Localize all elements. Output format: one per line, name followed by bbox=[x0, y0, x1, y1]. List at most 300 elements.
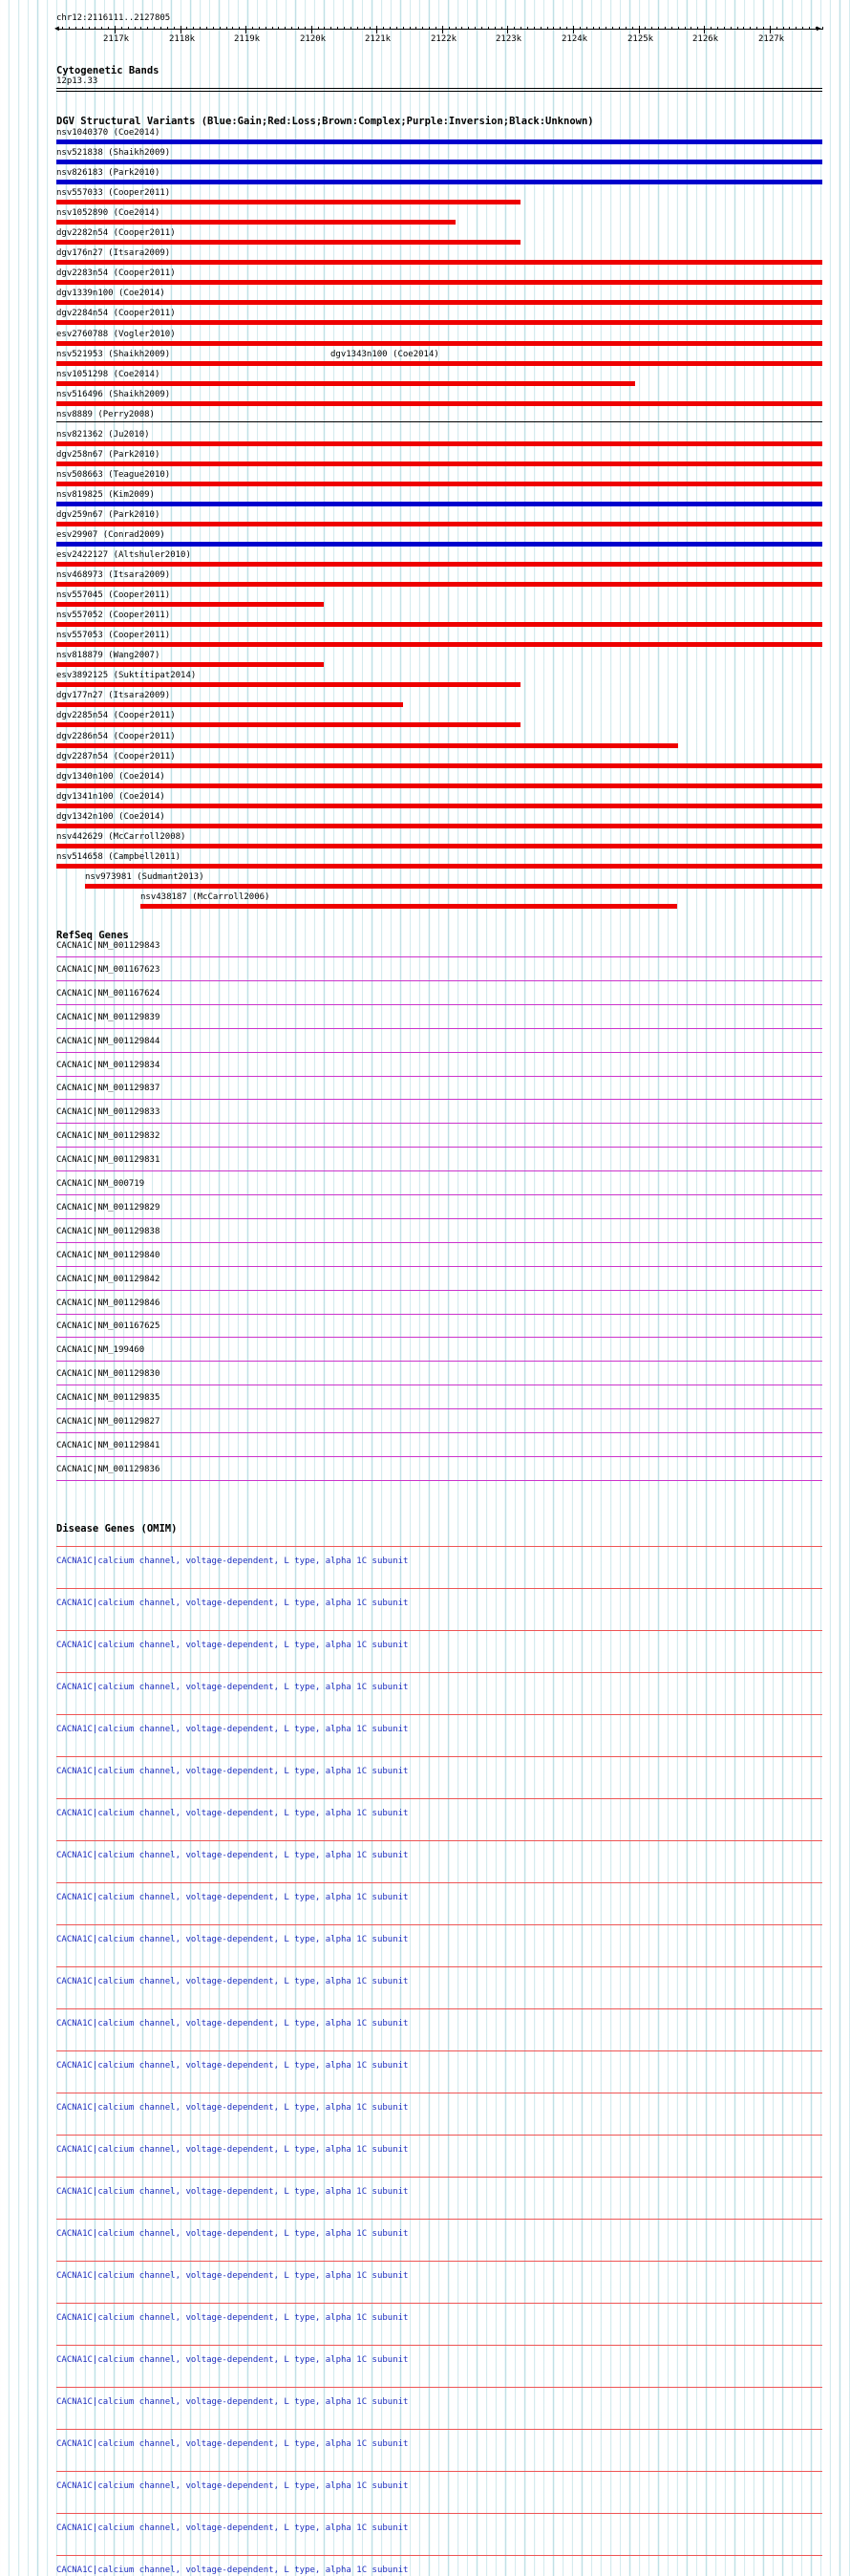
dgv-variant-label[interactable]: nsv826183 (Park2010) bbox=[56, 168, 160, 178]
dgv-variant-bar[interactable] bbox=[56, 804, 822, 808]
region-label: chr12:2116111..2127805 bbox=[56, 13, 171, 23]
dgv-variant-bar[interactable] bbox=[56, 341, 822, 346]
ruler-minor-tick bbox=[364, 27, 365, 30]
ruler-minor-tick bbox=[200, 27, 201, 30]
refseq-gene-label[interactable]: CACNA1C|NM_001129839 bbox=[56, 1013, 160, 1022]
ruler-minor-tick bbox=[278, 27, 279, 30]
dgv-variant-bar[interactable] bbox=[56, 722, 521, 727]
ruler-minor-tick bbox=[226, 27, 227, 30]
dgv-variant-label[interactable]: nsv557033 (Cooper2011) bbox=[56, 188, 171, 198]
ruler-minor-tick bbox=[415, 27, 416, 30]
ruler-minor-tick bbox=[101, 27, 102, 30]
refseq-gene-label[interactable]: CACNA1C|NM_001167623 bbox=[56, 965, 160, 975]
ruler-major-tick bbox=[704, 26, 705, 33]
ruler-minor-tick bbox=[731, 27, 732, 30]
ruler-minor-tick bbox=[580, 27, 581, 30]
ruler-minor-tick bbox=[626, 27, 627, 30]
ruler-minor-tick bbox=[586, 27, 587, 30]
ruler-left-arrow: ◀ bbox=[54, 24, 59, 32]
refseq-gene-label[interactable]: CACNA1C|NM_001167624 bbox=[56, 989, 160, 998]
ruler-minor-tick bbox=[330, 27, 331, 30]
refseq-gene-label[interactable]: CACNA1C|NM_001129833 bbox=[56, 1107, 160, 1117]
ruler-minor-tick bbox=[239, 27, 240, 30]
refseq-gene-line[interactable] bbox=[56, 1004, 822, 1005]
ruler-minor-tick bbox=[456, 27, 457, 30]
dgv-variant-bar[interactable] bbox=[56, 542, 822, 547]
omim-disease-link[interactable]: CACNA1C|calcium channel, voltage-dependent, L type, alpha 1C subunit bbox=[56, 1767, 409, 1776]
omim-disease-link[interactable]: CACNA1C|calcium channel, voltage-dependent, L type, alpha 1C subunit bbox=[56, 2229, 409, 2239]
refseq-gene-line[interactable] bbox=[56, 1194, 822, 1195]
omim-disease-link[interactable]: CACNA1C|calcium channel, voltage-dependent, L type, alpha 1C subunit bbox=[56, 1935, 409, 1944]
ruler-tick-label: 2118k bbox=[169, 34, 196, 44]
dgv-variant-label[interactable]: esv2422127 (Altshuler2010) bbox=[56, 550, 191, 560]
ruler-minor-tick bbox=[174, 27, 175, 30]
dgv-variant-bar[interactable] bbox=[56, 482, 822, 486]
dgv-variant-label[interactable]: nsv1052890 (Coe2014) bbox=[56, 208, 160, 218]
omim-disease-link[interactable]: CACNA1C|calcium channel, voltage-dependent, L type, alpha 1C subunit bbox=[56, 2019, 409, 2029]
omim-line bbox=[56, 1840, 822, 1841]
dgv-variant-label[interactable]: nsv557045 (Cooper2011) bbox=[56, 590, 171, 600]
dgv-track-title: DGV Structural Variants (Blue:Gain;Red:Loss;Brown:Complex;Purple:Inversion;Black:Unknown) bbox=[56, 116, 594, 127]
omim-line bbox=[56, 2345, 822, 2346]
refseq-gene-label[interactable]: CACNA1C|NM_001129840 bbox=[56, 1251, 160, 1260]
ruler-minor-tick bbox=[783, 27, 784, 30]
ruler-minor-tick bbox=[697, 27, 698, 30]
ruler-minor-tick bbox=[671, 27, 672, 30]
cytoband-label[interactable]: 12p13.33 bbox=[56, 76, 98, 86]
dgv-variant-bar[interactable] bbox=[56, 662, 324, 667]
dgv-variant-label[interactable]: dgv1340n100 (Coe2014) bbox=[56, 772, 165, 782]
ruler-minor-tick bbox=[370, 27, 371, 30]
refseq-gene-line[interactable] bbox=[56, 1480, 822, 1481]
refseq-gene-label[interactable]: CACNA1C|NM_001129835 bbox=[56, 1393, 160, 1403]
refseq-gene-label[interactable]: CACNA1C|NM_001129844 bbox=[56, 1037, 160, 1046]
ruler-tick-label: 2117k bbox=[103, 34, 130, 44]
cytoband-title: Cytogenetic Bands bbox=[56, 65, 159, 76]
dgv-variant-label[interactable]: dgv2282n54 (Cooper2011) bbox=[56, 228, 176, 238]
refseq-gene-line[interactable] bbox=[56, 1432, 822, 1433]
ruler-minor-tick bbox=[128, 27, 129, 30]
dgv-variant-bar[interactable] bbox=[56, 401, 822, 406]
refseq-gene-label[interactable]: CACNA1C|NM_001129837 bbox=[56, 1084, 160, 1093]
ruler-minor-tick bbox=[75, 27, 76, 30]
omim-line bbox=[56, 2261, 822, 2262]
dgv-variant-bar[interactable] bbox=[56, 682, 521, 687]
ruler-minor-tick bbox=[468, 27, 469, 30]
ruler-minor-tick bbox=[796, 27, 797, 30]
ruler-minor-tick bbox=[645, 27, 646, 30]
dgv-variant-label[interactable]: nsv521838 (Shaikh2009) bbox=[56, 148, 171, 158]
dgv-variant-bar[interactable] bbox=[330, 361, 822, 366]
dgv-variant-label[interactable]: dgv2283n54 (Cooper2011) bbox=[56, 268, 176, 278]
ruler-minor-tick bbox=[632, 27, 633, 30]
cytoband-line bbox=[56, 91, 822, 92]
ruler-minor-tick bbox=[488, 27, 489, 30]
dgv-variant-label[interactable]: dgv1341n100 (Coe2014) bbox=[56, 792, 165, 802]
ruler-tick-label: 2127k bbox=[758, 34, 785, 44]
refseq-gene-line[interactable] bbox=[56, 1290, 822, 1291]
ruler-minor-tick bbox=[108, 27, 109, 30]
refseq-gene-label[interactable]: CACNA1C|NM_001129836 bbox=[56, 1465, 160, 1474]
refseq-gene-line[interactable] bbox=[56, 1314, 822, 1315]
dgv-variant-label[interactable]: nsv516496 (Shaikh2009) bbox=[56, 390, 171, 399]
dgv-variant-label[interactable]: dgv176n27 (Itsara2009) bbox=[56, 248, 171, 258]
ruler-minor-tick bbox=[481, 27, 482, 30]
omim-disease-link[interactable]: CACNA1C|calcium channel, voltage-dependent, L type, alpha 1C subunit bbox=[56, 2439, 409, 2449]
dgv-variant-label[interactable]: esv2760788 (Vogler2010) bbox=[56, 330, 176, 339]
omim-line bbox=[56, 2303, 822, 2304]
ruler-minor-tick bbox=[566, 27, 567, 30]
ruler-tick-label: 2126k bbox=[692, 34, 719, 44]
cytoband-line bbox=[56, 88, 822, 89]
omim-disease-link[interactable]: CACNA1C|calcium channel, voltage-dependent, L type, alpha 1C subunit bbox=[56, 1893, 409, 1902]
refseq-gene-line[interactable] bbox=[56, 1337, 822, 1338]
ruler-minor-tick bbox=[527, 27, 528, 30]
ruler-minor-tick bbox=[193, 27, 194, 30]
dgv-variant-label[interactable]: dgv1339n100 (Coe2014) bbox=[56, 289, 165, 298]
ruler-minor-tick bbox=[69, 27, 70, 30]
ruler-minor-tick bbox=[612, 27, 613, 30]
refseq-gene-line[interactable] bbox=[56, 1052, 822, 1053]
ruler-minor-tick bbox=[816, 27, 817, 30]
ruler-minor-tick bbox=[140, 27, 141, 30]
omim-disease-link[interactable]: CACNA1C|calcium channel, voltage-dependent, L type, alpha 1C subunit bbox=[56, 1809, 409, 1818]
ruler-minor-tick bbox=[678, 27, 679, 30]
dgv-variant-bar[interactable] bbox=[56, 824, 822, 828]
dgv-variant-bar[interactable] bbox=[56, 381, 635, 386]
dgv-variant-bar[interactable] bbox=[56, 200, 521, 204]
dgv-variant-label[interactable]: nsv508663 (Teague2010) bbox=[56, 470, 171, 480]
ruler-minor-tick bbox=[220, 27, 221, 30]
dgv-variant-label[interactable]: dgv258n67 (Park2010) bbox=[56, 450, 160, 460]
dgv-variant-label[interactable]: dgv259n67 (Park2010) bbox=[56, 510, 160, 520]
dgv-variant-bar[interactable] bbox=[56, 743, 678, 748]
refseq-gene-label[interactable]: CACNA1C|NM_001167625 bbox=[56, 1321, 160, 1331]
ruler-minor-tick bbox=[711, 27, 712, 30]
refseq-gene-label[interactable]: CACNA1C|NM_001129832 bbox=[56, 1131, 160, 1141]
refseq-gene-line[interactable] bbox=[56, 1218, 822, 1219]
omim-line bbox=[56, 2219, 822, 2220]
omim-line bbox=[56, 1756, 822, 1757]
ruler-minor-tick bbox=[737, 27, 738, 30]
omim-line bbox=[56, 2513, 822, 2514]
ruler-minor-tick bbox=[809, 27, 810, 30]
ruler-minor-tick bbox=[475, 27, 476, 30]
dgv-variant-label[interactable]: dgv1342n100 (Coe2014) bbox=[56, 812, 165, 822]
dgv-variant-label[interactable]: nsv1051298 (Coe2014) bbox=[56, 370, 160, 379]
omim-line bbox=[56, 1630, 822, 1631]
ruler-minor-tick bbox=[553, 27, 554, 30]
refseq-gene-label[interactable]: CACNA1C|NM_001129838 bbox=[56, 1227, 160, 1236]
refseq-gene-line[interactable] bbox=[56, 1361, 822, 1362]
omim-line bbox=[56, 2135, 822, 2136]
ruler-minor-tick bbox=[599, 27, 600, 30]
refseq-gene-label[interactable]: CACNA1C|NM_001129846 bbox=[56, 1299, 160, 1308]
refseq-gene-line[interactable] bbox=[56, 1242, 822, 1243]
omim-disease-link[interactable]: CACNA1C|calcium channel, voltage-dependent, L type, alpha 1C subunit bbox=[56, 1599, 409, 1608]
dgv-variant-label[interactable]: nsv821362 (Ju2010) bbox=[56, 430, 150, 440]
omim-disease-link[interactable]: CACNA1C|calcium channel, voltage-dependent, L type, alpha 1C subunit bbox=[56, 2061, 409, 2071]
dgv-variant-bar[interactable] bbox=[56, 260, 822, 265]
dgv-variant-bar[interactable] bbox=[56, 240, 521, 245]
ruler-minor-tick bbox=[383, 27, 384, 30]
ruler-minor-tick bbox=[259, 27, 260, 30]
omim-line bbox=[56, 2008, 822, 2009]
ruler-axis bbox=[56, 29, 822, 30]
dgv-variant-bar[interactable] bbox=[56, 220, 456, 225]
omim-disease-link[interactable]: CACNA1C|calcium channel, voltage-dependent, L type, alpha 1C subunit bbox=[56, 1725, 409, 1734]
omim-line bbox=[56, 1714, 822, 1715]
refseq-gene-line[interactable] bbox=[56, 1076, 822, 1077]
dgv-variant-label[interactable]: nsv557053 (Cooper2011) bbox=[56, 631, 171, 640]
omim-line bbox=[56, 2429, 822, 2430]
omim-disease-link[interactable]: CACNA1C|calcium channel, voltage-dependent, L type, alpha 1C subunit bbox=[56, 2397, 409, 2407]
dgv-variant-label[interactable]: nsv442629 (McCarroll2008) bbox=[56, 832, 186, 842]
ruler-minor-tick bbox=[651, 27, 652, 30]
omim-line bbox=[56, 1546, 822, 1547]
ruler-minor-tick bbox=[291, 27, 292, 30]
ruler-minor-tick bbox=[717, 27, 718, 30]
dgv-variant-bar[interactable] bbox=[56, 320, 822, 325]
ruler-minor-tick bbox=[547, 27, 548, 30]
omim-disease-link[interactable]: CACNA1C|calcium channel, voltage-dependent, L type, alpha 1C subunit bbox=[56, 1851, 409, 1860]
refseq-gene-line[interactable] bbox=[56, 1408, 822, 1409]
dgv-variant-label[interactable]: nsv557052 (Cooper2011) bbox=[56, 611, 171, 620]
dgv-variant-label[interactable]: dgv2285n54 (Cooper2011) bbox=[56, 711, 176, 720]
dgv-variant-bar[interactable] bbox=[56, 702, 403, 707]
ruler-minor-tick bbox=[252, 27, 253, 30]
omim-line bbox=[56, 1882, 822, 1883]
omim-disease-link[interactable]: CACNA1C|calcium channel, voltage-dependent, L type, alpha 1C subunit bbox=[56, 1683, 409, 1692]
ruler-minor-tick bbox=[232, 27, 233, 30]
refseq-gene-label[interactable]: CACNA1C|NM_001129827 bbox=[56, 1417, 160, 1427]
ruler-minor-tick bbox=[658, 27, 659, 30]
dgv-variant-label[interactable]: dgv2287n54 (Cooper2011) bbox=[56, 752, 176, 762]
ruler-minor-tick bbox=[449, 27, 450, 30]
ruler-major-tick bbox=[115, 26, 116, 33]
omim-disease-link[interactable]: CACNA1C|calcium channel, voltage-dependent, L type, alpha 1C subunit bbox=[56, 1556, 409, 1566]
dgv-variant-bar[interactable] bbox=[56, 280, 822, 285]
dgv-variant-label[interactable]: nsv973981 (Sudmant2013) bbox=[85, 872, 204, 882]
ruler-minor-tick bbox=[298, 27, 299, 30]
ruler-minor-tick bbox=[167, 27, 168, 30]
dgv-variant-label[interactable]: dgv1343n100 (Coe2014) bbox=[330, 350, 439, 359]
ruler-minor-tick bbox=[514, 27, 515, 30]
dgv-variant-bar[interactable] bbox=[56, 441, 822, 446]
omim-disease-link[interactable]: CACNA1C|calcium channel, voltage-dependent, L type, alpha 1C subunit bbox=[56, 2481, 409, 2491]
dgv-variant-bar[interactable] bbox=[56, 160, 822, 164]
refseq-gene-line[interactable] bbox=[56, 1147, 822, 1148]
refseq-gene-line[interactable] bbox=[56, 1028, 822, 1029]
ruler-minor-tick bbox=[461, 27, 462, 30]
ruler-minor-tick bbox=[396, 27, 397, 30]
ruler-tick-label: 2122k bbox=[431, 34, 457, 44]
ruler-tick-label: 2119k bbox=[234, 34, 261, 44]
ruler-major-tick bbox=[507, 26, 508, 33]
ruler-tick-label: 2123k bbox=[496, 34, 522, 44]
ruler-major-tick bbox=[245, 26, 246, 33]
ruler-minor-tick bbox=[429, 27, 430, 30]
refseq-gene-label[interactable]: CACNA1C|NM_001129829 bbox=[56, 1203, 160, 1213]
omim-disease-link[interactable]: CACNA1C|calcium channel, voltage-dependent, L type, alpha 1C subunit bbox=[56, 2187, 409, 2197]
ruler-minor-tick bbox=[160, 27, 161, 30]
ruler-major-tick bbox=[311, 26, 312, 33]
omim-disease-link[interactable]: CACNA1C|calcium channel, voltage-dependent, L type, alpha 1C subunit bbox=[56, 2523, 409, 2533]
dgv-variant-bar[interactable] bbox=[56, 602, 324, 607]
dgv-variant-bar[interactable] bbox=[56, 502, 822, 506]
ruler-minor-tick bbox=[62, 27, 63, 30]
ruler-minor-tick bbox=[495, 27, 496, 30]
refseq-gene-line[interactable] bbox=[56, 980, 822, 981]
omim-line bbox=[56, 1588, 822, 1589]
ruler-minor-tick bbox=[410, 27, 411, 30]
ruler-tick-label: 2125k bbox=[627, 34, 654, 44]
ruler-minor-tick bbox=[344, 27, 345, 30]
dgv-variant-bar[interactable] bbox=[56, 844, 822, 848]
ruler-minor-tick bbox=[665, 27, 666, 30]
ruler-tick-label: 2120k bbox=[300, 34, 327, 44]
omim-disease-link[interactable]: CACNA1C|calcium channel, voltage-dependent, L type, alpha 1C subunit bbox=[56, 1977, 409, 1986]
ruler-minor-tick bbox=[541, 27, 542, 30]
dgv-variant-bar[interactable] bbox=[56, 642, 822, 647]
ruler-minor-tick bbox=[743, 27, 744, 30]
ruler-minor-tick bbox=[285, 27, 286, 30]
ruler-minor-tick bbox=[802, 27, 803, 30]
omim-line bbox=[56, 1966, 822, 1967]
dgv-variant-bar[interactable] bbox=[56, 562, 822, 567]
ruler-minor-tick bbox=[121, 27, 122, 30]
dgv-variant-bar[interactable] bbox=[56, 784, 822, 788]
refseq-gene-label[interactable]: CACNA1C|NM_199460 bbox=[56, 1345, 145, 1355]
dgv-variant-bar[interactable] bbox=[56, 763, 822, 768]
dgv-variant-label[interactable]: dgv177n27 (Itsara2009) bbox=[56, 691, 171, 700]
omim-line bbox=[56, 1924, 822, 1925]
ruler-major-tick bbox=[442, 26, 443, 33]
dgv-variant-bar[interactable] bbox=[56, 300, 822, 305]
dgv-variant-label[interactable]: esv29907 (Conrad2009) bbox=[56, 530, 165, 540]
ruler-minor-tick bbox=[750, 27, 751, 30]
ruler-minor-tick bbox=[724, 27, 725, 30]
ruler-minor-tick bbox=[337, 27, 338, 30]
ruler-minor-tick bbox=[147, 27, 148, 30]
ruler-minor-tick bbox=[685, 27, 686, 30]
omim-line bbox=[56, 2177, 822, 2178]
omim-track-title: Disease Genes (OMIM) bbox=[56, 1523, 178, 1535]
omim-line bbox=[56, 2471, 822, 2472]
ruler-minor-tick bbox=[593, 27, 594, 30]
dgv-variant-label[interactable]: nsv8889 (Perry2008) bbox=[56, 410, 155, 419]
ruler-major-tick bbox=[573, 26, 574, 33]
omim-line bbox=[56, 2555, 822, 2556]
dgv-variant-bar[interactable] bbox=[56, 864, 822, 869]
ruler-minor-tick bbox=[390, 27, 391, 30]
refseq-gene-label[interactable]: CACNA1C|NM_001129841 bbox=[56, 1441, 160, 1450]
omim-disease-link[interactable]: CACNA1C|calcium channel, voltage-dependent, L type, alpha 1C subunit bbox=[56, 2103, 409, 2113]
omim-disease-link[interactable]: CACNA1C|calcium channel, voltage-dependent, L type, alpha 1C subunit bbox=[56, 2145, 409, 2155]
dgv-variant-label[interactable]: nsv514658 (Campbell2011) bbox=[56, 852, 181, 862]
refseq-gene-label[interactable]: CACNA1C|NM_000719 bbox=[56, 1179, 145, 1189]
dgv-variant-bar[interactable] bbox=[140, 904, 677, 909]
dgv-variant-label[interactable]: nsv468973 (Itsara2009) bbox=[56, 570, 171, 580]
dgv-variant-bar[interactable] bbox=[56, 140, 822, 144]
refseq-gene-line[interactable] bbox=[56, 1266, 822, 1267]
ruler-minor-tick bbox=[213, 27, 214, 30]
dgv-variant-bar[interactable] bbox=[56, 622, 822, 627]
omim-disease-link[interactable]: CACNA1C|calcium channel, voltage-dependent, L type, alpha 1C subunit bbox=[56, 2355, 409, 2365]
omim-line bbox=[56, 1798, 822, 1799]
ruler-minor-tick bbox=[186, 27, 187, 30]
dgv-variant-label[interactable]: dgv2284n54 (Cooper2011) bbox=[56, 309, 176, 318]
dgv-variant-bar[interactable] bbox=[56, 421, 822, 422]
refseq-track-title: RefSeq Genes bbox=[56, 930, 129, 941]
ruler-minor-tick bbox=[789, 27, 790, 30]
refseq-gene-line[interactable] bbox=[56, 956, 822, 957]
refseq-gene-line[interactable] bbox=[56, 1123, 822, 1124]
dgv-variant-bar[interactable] bbox=[56, 522, 822, 526]
dgv-variant-label[interactable]: nsv521953 (Shaikh2009) bbox=[56, 350, 171, 359]
ruler-minor-tick bbox=[89, 27, 90, 30]
refseq-gene-line[interactable] bbox=[56, 1456, 822, 1457]
refseq-gene-label[interactable]: CACNA1C|NM_001129831 bbox=[56, 1155, 160, 1165]
omim-line bbox=[56, 2387, 822, 2388]
ruler-minor-tick bbox=[403, 27, 404, 30]
ruler-minor-tick bbox=[135, 27, 136, 30]
dgv-variant-label[interactable]: nsv819825 (Kim2009) bbox=[56, 490, 155, 500]
dgv-variant-label[interactable]: nsv818879 (Wang2007) bbox=[56, 651, 160, 660]
refseq-gene-label[interactable]: CACNA1C|NM_001129842 bbox=[56, 1275, 160, 1284]
refseq-gene-line[interactable] bbox=[56, 1099, 822, 1100]
refseq-gene-line[interactable] bbox=[56, 1170, 822, 1171]
ruler-minor-tick bbox=[206, 27, 207, 30]
ruler-minor-tick bbox=[619, 27, 620, 30]
dgv-variant-bar[interactable] bbox=[56, 462, 822, 466]
ruler-minor-tick bbox=[272, 27, 273, 30]
ruler-tick-label: 2121k bbox=[365, 34, 392, 44]
ruler-minor-tick bbox=[560, 27, 561, 30]
dgv-variant-bar[interactable] bbox=[56, 582, 822, 587]
omim-disease-link[interactable]: CACNA1C|calcium channel, voltage-dependent, L type, alpha 1C subunit bbox=[56, 2565, 409, 2575]
omim-disease-link[interactable]: CACNA1C|calcium channel, voltage-dependent, L type, alpha 1C subunit bbox=[56, 1641, 409, 1650]
ruler-minor-tick bbox=[501, 27, 502, 30]
ruler-major-tick bbox=[376, 26, 377, 33]
ruler-minor-tick bbox=[318, 27, 319, 30]
ruler-minor-tick bbox=[534, 27, 535, 30]
omim-disease-link[interactable]: CACNA1C|calcium channel, voltage-dependent, L type, alpha 1C subunit bbox=[56, 2271, 409, 2281]
refseq-gene-label[interactable]: CACNA1C|NM_001129834 bbox=[56, 1061, 160, 1070]
dgv-variant-label[interactable]: dgv2286n54 (Cooper2011) bbox=[56, 732, 176, 741]
refseq-gene-label[interactable]: CACNA1C|NM_001129830 bbox=[56, 1369, 160, 1379]
ruler-minor-tick bbox=[776, 27, 777, 30]
ruler-minor-tick bbox=[154, 27, 155, 30]
dgv-variant-label[interactable]: nsv438187 (McCarroll2006) bbox=[140, 892, 270, 902]
omim-disease-link[interactable]: CACNA1C|calcium channel, voltage-dependent, L type, alpha 1C subunit bbox=[56, 2313, 409, 2323]
ruler-minor-tick bbox=[305, 27, 306, 30]
dgv-variant-label[interactable]: nsv1040370 (Coe2014) bbox=[56, 128, 160, 138]
ruler-minor-tick bbox=[95, 27, 96, 30]
dgv-variant-bar[interactable] bbox=[85, 884, 822, 889]
ruler-minor-tick bbox=[82, 27, 83, 30]
ruler-major-tick bbox=[639, 26, 640, 33]
ruler-minor-tick bbox=[357, 27, 358, 30]
ruler-minor-tick bbox=[756, 27, 757, 30]
ruler-right-arrow: ▶ bbox=[817, 24, 821, 32]
refseq-gene-label[interactable]: CACNA1C|NM_001129843 bbox=[56, 941, 160, 951]
dgv-variant-label[interactable]: esv3892125 (Suktitipat2014) bbox=[56, 671, 197, 680]
dgv-variant-bar[interactable] bbox=[56, 180, 822, 184]
ruler-major-tick bbox=[770, 26, 771, 33]
omim-line bbox=[56, 2050, 822, 2051]
ruler-minor-tick bbox=[763, 27, 764, 30]
